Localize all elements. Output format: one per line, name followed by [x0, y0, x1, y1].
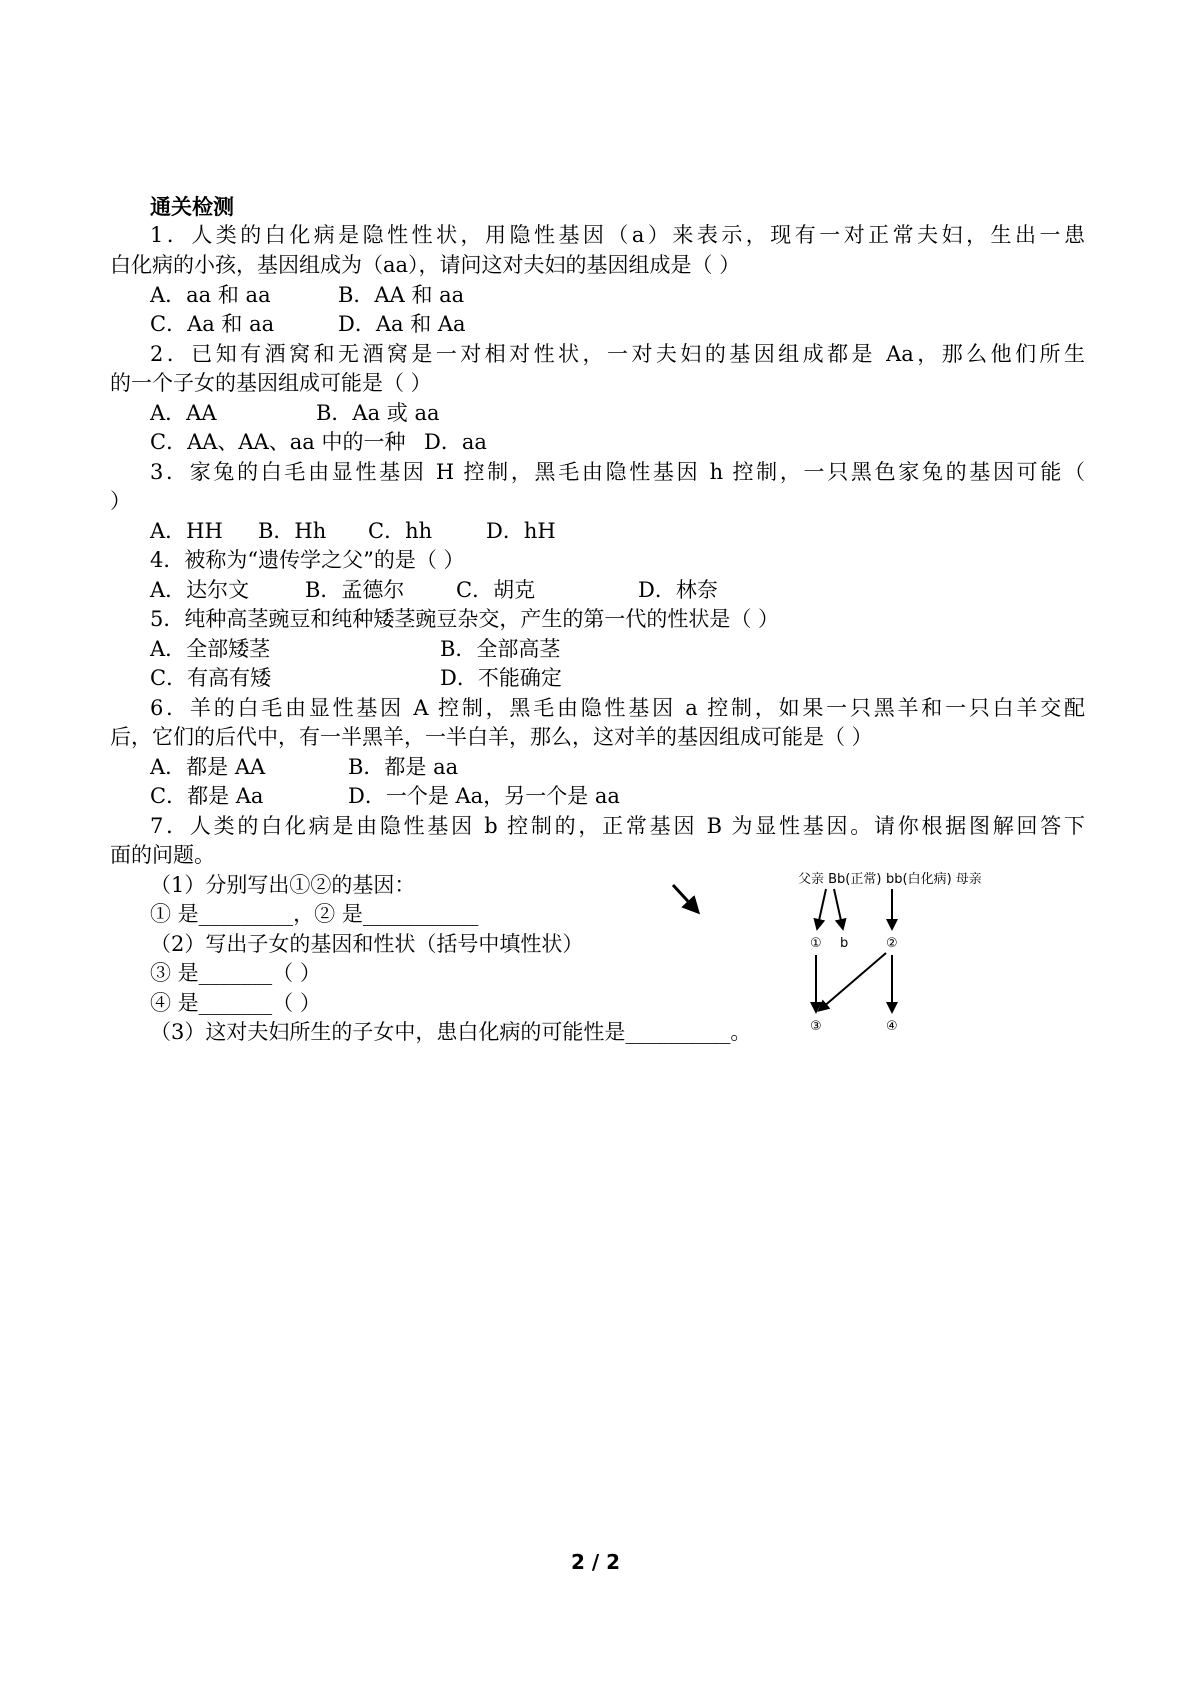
inheritance-diagram [790, 865, 990, 1050]
q2-option-d: D．aa [424, 430, 487, 454]
q6-line1: 6．羊的白毛由显性基因 A 控制，黑毛由隐性基因 a 控制，如果一只黑羊和一只白羊交配 [150, 696, 1085, 720]
q3-option-d: D．hH [486, 519, 556, 543]
q3-option-b: B．Hh [258, 519, 327, 543]
node-4: ④ [886, 1019, 898, 1034]
node-1: ① [810, 936, 822, 951]
q6-option-b: B．都是 aa [348, 755, 459, 779]
arrow-father-to-1 [818, 889, 826, 925]
q2-option-c: C．AA、AA、aa 中的一种 [150, 430, 406, 454]
q5-option-c: C．有高有矮 [150, 666, 272, 690]
node-3: ③ [810, 1019, 822, 1034]
q7-line1: 7．人类的白化病是由隐性基因 b 控制的，正常基因 B 为显性基因。请你根据图解回答下 [150, 814, 1085, 838]
q7-sub2-answer3: ③ 是_______（ ） [150, 961, 321, 985]
q6-option-d: D．一个是 Aa，另一个是 aa [348, 784, 620, 808]
arrow-2-to-3 [822, 953, 886, 1008]
q5-option-b: B．全部高茎 [440, 637, 561, 661]
q4-option-a: A．达尔文 [150, 578, 250, 602]
q5-option-d: D．不能确定 [440, 666, 562, 690]
q3-line1: 3．家兔的白毛由显性基因 H 控制，黑毛由隐性基因 h 控制，一只黑色家兔的基因可能（ [150, 460, 1085, 484]
q5-line1: 5．纯种高茎豌豆和纯种矮茎豌豆杂交，产生的第一代的性状是（ ） [150, 607, 780, 631]
q6-line2: 后，它们的后代中，有一半黑羊，一半白羊，那么，这对羊的基因组成可能是（ ） [110, 725, 873, 749]
q2-option-b: B．Aa 或 aa [316, 401, 440, 425]
q2-line2: 的一个子女的基因组成可能是（ ） [110, 371, 432, 395]
q1-option-b: B．AA 和 aa [338, 283, 465, 307]
q7-sub1: （1）分别写出①②的基因： [150, 873, 416, 897]
q7-line2: 面的问题。 [110, 843, 215, 867]
q6-option-c: C．都是 Aa [150, 784, 264, 808]
father-label: 父亲 Bb(正常) [798, 872, 882, 887]
q5-option-a: A．全部矮茎 [150, 637, 271, 661]
q7-sub3: （3）这对夫妇所生的子女中，患白化病的可能性是__________。 [150, 1020, 752, 1044]
q3-option-a: A．HH [150, 519, 223, 543]
q2-line1: 2．已知有酒窝和无酒窝是一对相对性状，一对夫妇的基因组成都是 Aa，那么他们所生 [150, 342, 1085, 366]
q2-option-a: A．AA [150, 401, 217, 425]
q4-option-d: D．林奈 [638, 578, 718, 602]
q1-line2: 白化病的小孩，基因组成为（aa），请问这对夫妇的基因组成是（ ） [110, 253, 741, 277]
q3-option-c: C．hh [368, 519, 433, 543]
pointer-arrow-icon [668, 880, 708, 920]
q3-line2: ） [110, 489, 131, 513]
q1-line1: 1．人类的白化病是隐性性状，用隐性基因（a）来表示，现有一对正常夫妇，生出一患 [150, 223, 1085, 247]
q4-option-c: C．胡克 [456, 578, 536, 602]
q1-option-a: A．aa 和 aa [150, 283, 271, 307]
mother-label: bb(白化病) 母亲 [886, 872, 982, 887]
q7-sub2: （2）写出子女的基因和性状（括号中填性状） [150, 932, 584, 956]
node-b: b [840, 936, 849, 951]
q4-line1: 4．被称为“遗传学之父”的是（ ） [150, 548, 465, 572]
q1-option-d: D．Aa 和 Aa [338, 312, 466, 336]
arrow-father-to-b [834, 889, 842, 925]
page-number: 2 / 2 [570, 1550, 621, 1574]
section-title: 通关检测 [150, 194, 234, 219]
q6-option-a: A．都是 AA [150, 755, 266, 779]
q7-sub2-answer4: ④ 是_______（ ） [150, 991, 321, 1015]
q4-option-b: B．孟德尔 [305, 578, 405, 602]
node-2: ② [886, 936, 898, 951]
q1-option-c: C．Aa 和 aa [150, 312, 275, 336]
q7-sub1-answer: ① 是_________，② 是___________ [150, 902, 479, 926]
